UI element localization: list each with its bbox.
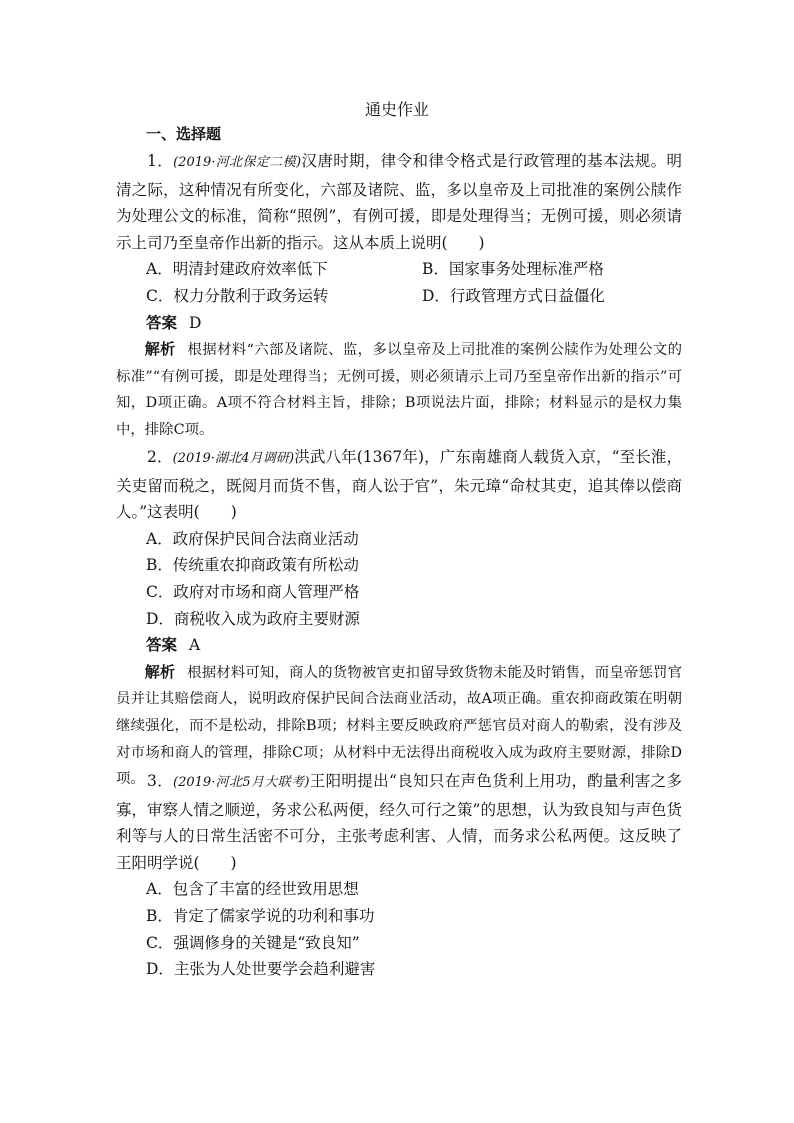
option-c: C．政府对市场和商人管理严格 bbox=[146, 582, 360, 601]
answer-value: A bbox=[189, 636, 201, 655]
options-grid bbox=[116, 256, 682, 309]
question-source: (2019·湖北4月调研) bbox=[172, 451, 295, 466]
explanation-text: 根据材料可知，商人的货物被官吏扣留导致货物未能及时销售，而皇帝惩罚官员并让其赔偿商人，说明政府保护民间合法商业活动，故A项正确。重农抑商政策在明朝继续强化，而不是松动，排除B项；材料主要反映政府严惩官员对商人的勒索，没有涉及对市场和商人的管理，排除C项；从材料中无法得出商税收入成为政府主要财源，排除D项。 bbox=[116, 664, 682, 788]
explanation-label: 解析 bbox=[144, 340, 176, 359]
explanation-label: 解析 bbox=[144, 662, 176, 681]
option-d: D．商税收入成为政府主要财源 bbox=[146, 609, 360, 628]
question-number: 3． bbox=[147, 772, 174, 790]
question-1 bbox=[116, 148, 682, 444]
option-a: A．明清封建政府效率低下 bbox=[146, 260, 328, 279]
option-c: C．权力分散利于政务运转 bbox=[146, 286, 329, 305]
question-stem bbox=[116, 768, 682, 876]
question-2 bbox=[116, 444, 682, 793]
option-b: B．国家事务处理标准严格 bbox=[422, 260, 604, 279]
answer-label: 答案 bbox=[146, 313, 178, 332]
explanation-text: 根据材料“六部及诸院、监，多以皇帝及上司批准的案例公牍作为处理公文的标准”“有例可援，即是处理得当；无例可援，则必须请示上司乃至皇帝作出新的指示”可知，D项正确。A项不符合材料主旨，排除；B项说法片面，排除；材料显示的是权力集中，排除C项。 bbox=[116, 342, 682, 438]
answer-line bbox=[116, 632, 682, 659]
explanation bbox=[116, 336, 682, 443]
option-c: C．强调修身的关键是“致良知” bbox=[146, 933, 360, 952]
option-b: B．肯定了儒家学说的功利和事功 bbox=[146, 906, 375, 925]
answer-label: 答案 bbox=[146, 636, 178, 655]
answer-line bbox=[116, 310, 682, 337]
section-heading: 一、选择题 bbox=[146, 125, 222, 143]
option-b: B．传统重农抑商政策有所松动 bbox=[146, 556, 359, 575]
option-d: D．主张为人处世要学会趋利避害 bbox=[146, 960, 376, 979]
question-source: (2019·河北保定二模) bbox=[173, 155, 302, 170]
question-3 bbox=[116, 768, 682, 983]
question-text: 汉唐时期，律令和律令格式是行政管理的基本法规。明清之际，这种情况有所变化，六部及诸院、监，多以皇帝及上司批准的案例公牍作为处理公文的标准，简称“照例”，有例可援，即是处理得当；无例可援，则必须请示上司乃至皇帝作出新的指示。这从本质上说明( ) bbox=[116, 152, 682, 252]
question-text: 王阳明提出“良知只在声色货利上用功，酌量利害之多寡，审察人情之顺逆，务求公私两便，经久可行之策”的思想，认为致良知与声色货利等与人的日常生活密不可分，主张考虑利害、人情，而务求公私两便。这反映了王阳明学说( ) bbox=[116, 772, 682, 872]
question-number: 1． bbox=[147, 152, 174, 170]
option-a: A．包含了丰富的经世致用思想 bbox=[146, 880, 359, 899]
option-d: D．行政管理方式日益僵化 bbox=[422, 286, 605, 305]
question-source: (2019·河北5月大联考) bbox=[173, 775, 310, 790]
question-number: 2． bbox=[147, 448, 173, 466]
answer-value: D bbox=[189, 313, 202, 332]
question-stem bbox=[116, 444, 682, 526]
question-text: 洪武八年(1367年)，广东南雄商人载货入京，“至长淮，关吏留而税之，既阅月而货不售，商人讼于官”，朱元璋“命杖其吏，追其俸以偿商人。”这表明( ) bbox=[116, 448, 682, 522]
page-title: 通史作业 bbox=[364, 100, 429, 119]
question-stem bbox=[116, 148, 682, 256]
option-a: A．政府保护民间合法商业活动 bbox=[146, 529, 359, 548]
